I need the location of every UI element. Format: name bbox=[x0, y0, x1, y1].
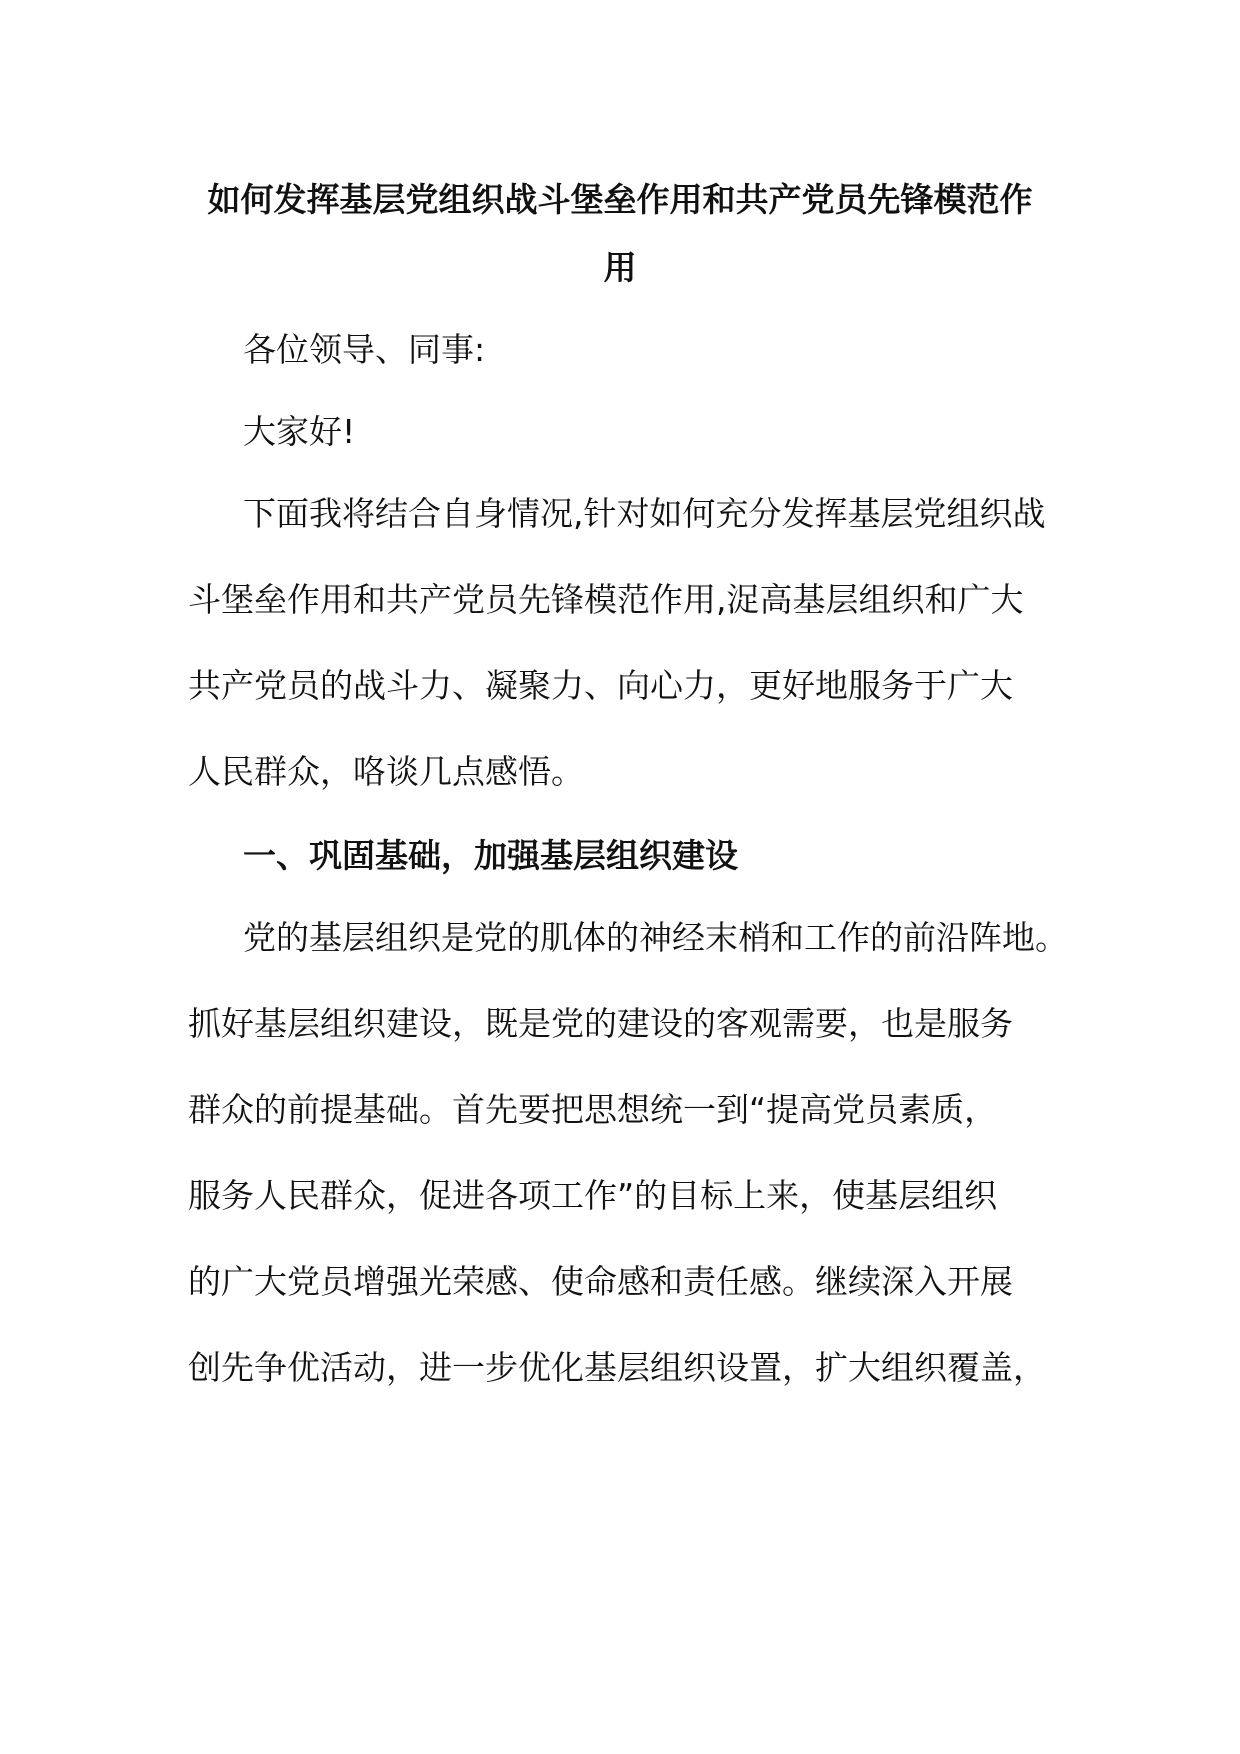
section-heading: 一、巩固基础，加强基层组织建设 bbox=[243, 836, 738, 875]
body-line: 服务人民群众，促进各项工作”的目标上来，使基层组织 bbox=[188, 1176, 998, 1215]
body-line: 的广大党员增强光荣感、使命感和责任感。继续深入开展 bbox=[188, 1262, 1013, 1301]
salutation: 各位领导、同事: bbox=[243, 330, 486, 369]
body-line: 下面我将结合自身情况,针对如何充分发挥基层党组织战 bbox=[243, 494, 1046, 533]
body-line: 党的基层组织是党的肌体的神经末梢和工作的前沿阵地。 bbox=[243, 918, 1068, 957]
body-line: 创先争优活动，进一步优化基层组织设置，扩大组织覆盖， bbox=[188, 1348, 1046, 1387]
body-line: 共产党员的战斗力、凝聚力、向心力，更好地服务于广大 bbox=[188, 666, 1013, 705]
body-line: 斗堡垒作用和共产党员先锋模范作用,浞高基层组织和广大 bbox=[188, 580, 1024, 619]
document-title-line-2: 用 bbox=[603, 248, 637, 287]
document-title-line-1: 如何发挥基层党组织战斗堡垒作用和共产党员先锋模范作 bbox=[207, 180, 1033, 219]
body-line: 抓好基层组织建设，既是党的建设的客观需要，也是服务 bbox=[188, 1004, 1013, 1043]
greeting: 大家好! bbox=[243, 412, 356, 451]
body-line: 群众的前提基础。首先要把思想统一到“提高党员素质， bbox=[188, 1090, 998, 1129]
body-line: 人民群众，咯谈几点感悟。 bbox=[188, 752, 584, 791]
